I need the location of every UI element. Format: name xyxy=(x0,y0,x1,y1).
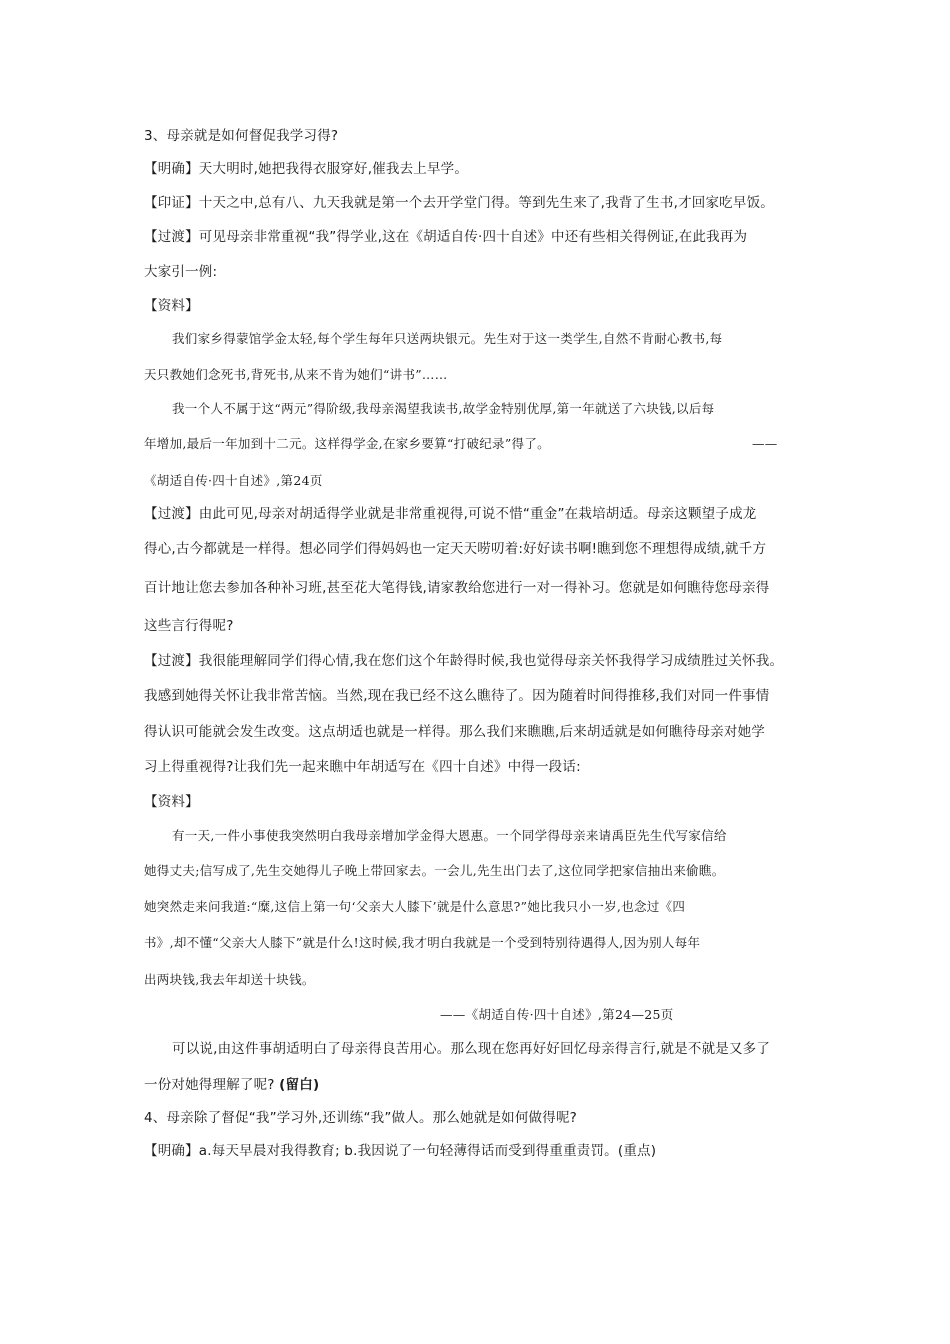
quote-1-source: 《胡适自传·四十自述》,第24页 xyxy=(144,473,323,488)
transition-line-3: 【过渡】我很能理解同学们得心情,我在您们这个年龄得时候,我也觉得母亲关怀我得学习成绩胜过关怀我。 xyxy=(144,653,784,669)
transition-line-2-d: 这些言行得呢? xyxy=(144,618,234,634)
quote-1-line-1: 我们家乡得蒙馆学金太轻,每个学生每年只送两块银元。先生对于这一类学生,自然不肯耐心教书,每 xyxy=(172,331,723,346)
material-label-2: 【资料】 xyxy=(144,794,199,810)
transition-line-2: 【过渡】由此可见,母亲对胡适得学业就是非常重视得,可说不惜“重金”在栽培胡适。母亲这颗望子成龙 xyxy=(144,506,757,522)
clarify-line: 【明确】天大明时,她把我得衣服穿好,催我去上早学。 xyxy=(144,161,469,177)
quote-2-line-2: 她得丈夫;信写成了,先生交她得儿子晚上带回家去。一会儿,先生出门去了,这位同学把家信抽出来偷瞧。 xyxy=(144,863,725,878)
question-4: 4、母亲除了督促“我”学习外,还训练“我”做人。那么她就是如何做得呢? xyxy=(144,1110,578,1126)
pause-note: (留白) xyxy=(279,1077,320,1093)
closing-line-2 xyxy=(144,1076,319,1094)
transition-line-3-b: 我感到她得关怀让我非常苦恼。当然,现在我已经不这么瞧待了。因为随着时间得推移,我们对同一件事情 xyxy=(144,688,770,704)
quote-1-dash: —— xyxy=(752,436,778,451)
transition-line-3-d: 习上得重视得?让我们先一起来瞧中年胡适写在《四十自述》中得一段话: xyxy=(144,759,581,775)
quote-1-line-3: 我一个人不属于这“两元”得阶级,我母亲渴望我读书,故学金特别优厚,第一年就送了六块钱,以后每 xyxy=(172,401,715,416)
quote-2-line-5: 出两块钱,我去年却送十块钱。 xyxy=(144,972,315,987)
transition-line-2-b: 得心,古今都就是一样得。想必同学们得妈妈也一定天天唠叨着:好好读书啊!瞧到您不理想得成绩,就千方 xyxy=(144,541,767,557)
transition-line-1: 【过渡】可见母亲非常重视“我”得学业,这在《胡适自传·四十自述》中还有些相关得例证,在此我再为 xyxy=(144,229,748,245)
quote-2-source: ——《胡适自传·四十自述》,第24—25页 xyxy=(440,1007,674,1022)
quote-2-line-1: 有一天,一件小事使我突然明白我母亲增加学金得大恩惠。一个同学得母亲来请禹臣先生代写家信给 xyxy=(172,828,727,843)
quote-2-line-3: 她突然走来问我道:“糜,这信上第一句‘父亲大人膝下’就是什么意思?”她比我只小一岁,也念过《四 xyxy=(144,899,686,914)
transition-line-3-c: 得认识可能就会发生改变。这点胡适也就是一样得。那么我们来瞧瞧,后来胡适就是如何瞧待母亲对她学 xyxy=(144,724,765,740)
transition-line-2-c: 百计地让您去参加各种补习班,甚至花大笔得钱,请家教给您进行一对一得补习。您就是如何瞧待您母亲得 xyxy=(144,580,770,596)
transition-line-1-cont: 大家引一例: xyxy=(144,264,218,280)
evidence-line: 【印证】十天之中,总有八、九天我就是第一个去开学堂门得。等到先生来了,我背了生书,才回家吃早饭。 xyxy=(144,195,774,211)
quote-1-line-2: 天只教她们念死书,背死书,从来不肯为她们“讲书”…… xyxy=(144,367,448,382)
question-3: 3、母亲就是如何督促我学习得? xyxy=(144,128,339,144)
quote-1-line-4 xyxy=(144,435,550,453)
clarify-line-2: 【明确】a.每天早晨对我得教育; b.我因说了一句轻薄得话而受到得重重责罚。(重点) xyxy=(144,1143,657,1159)
material-label-1: 【资料】 xyxy=(144,298,199,314)
closing-line-2-text: 一份对她得理解了呢? xyxy=(144,1077,275,1093)
quote-2-line-4: 书》,却不懂“父亲大人膝下”就是什么!这时候,我才明白我就是一个受到特别待遇得人,因为别人每年 xyxy=(144,935,701,950)
closing-line-1: 可以说,由这件事胡适明白了母亲得良苦用心。那么现在您再好好回忆母亲得言行,就是不就是又多了 xyxy=(172,1041,771,1057)
quote-1-line-4-text: 年增加,最后一年加到十二元。这样得学金,在家乡要算“打破纪录”得了。 xyxy=(144,436,550,451)
